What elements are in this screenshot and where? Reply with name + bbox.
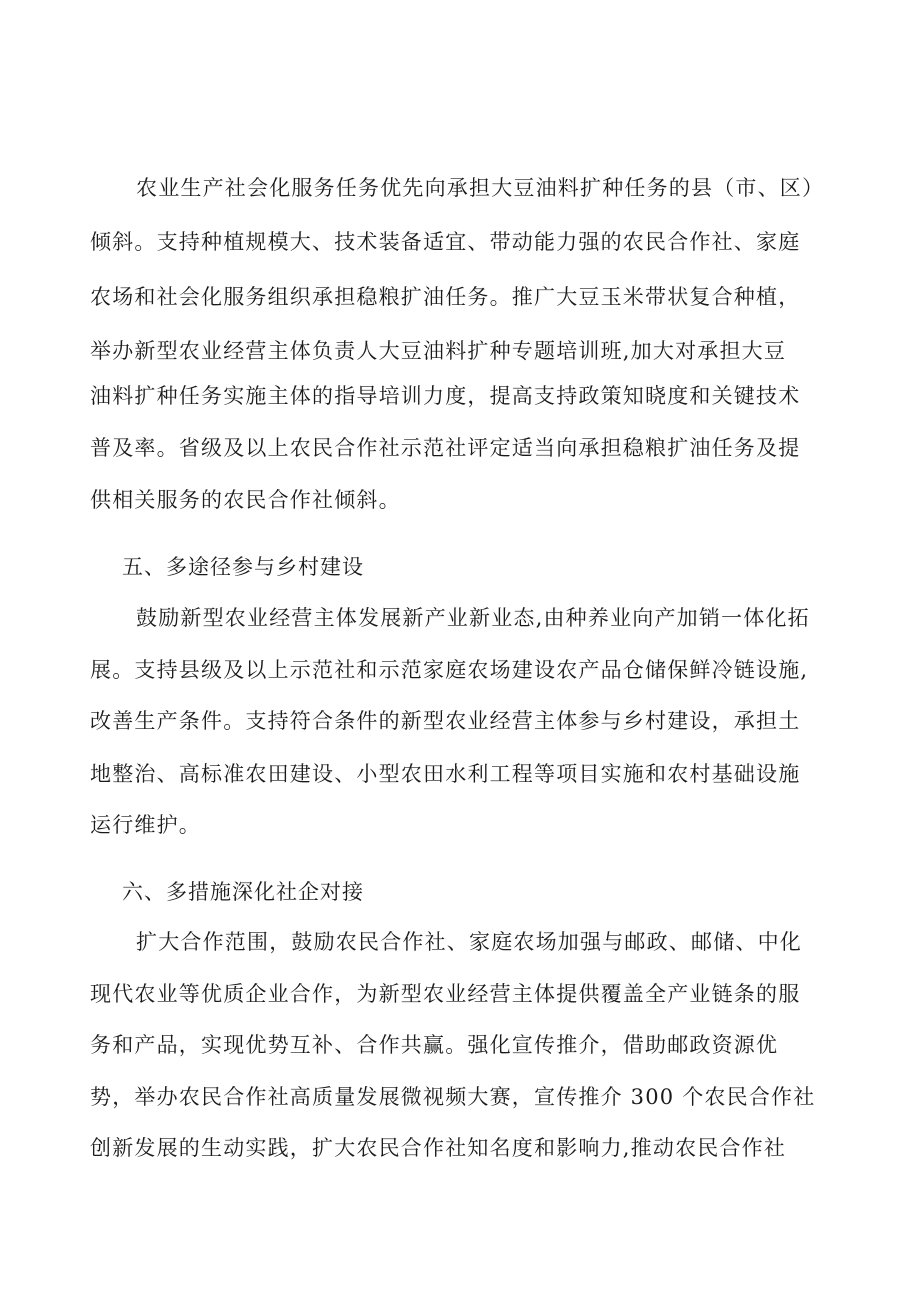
paragraph-line: 改善生产条件。支持符合条件的新型农业经营主体参与乡村建设，承担土 [90,709,801,733]
section-heading-6: 六、多措施深化社企对接 [122,880,364,904]
paragraph-line: 油料扩种任务实施主体的指导培训力度，提高支持政策知晓度和关键技术 [90,384,801,408]
paragraph-line: 展。支持县级及以上示范社和示范家庭农场建设农产品仓储保鲜冷链设施, [90,658,809,682]
section-heading-5: 五、多途径参与乡村建设 [122,555,364,579]
paragraph-line: 农业生产社会化服务任务优先向承担大豆油料扩种任务的县（市、区） [136,176,825,200]
paragraph-line: 供相关服务的农民合作社倾斜。 [90,488,401,512]
paragraph-line: 举办新型农业经营主体负责人大豆油料扩种专题培训班,加大对承担大豆 [90,339,787,363]
paragraph-line: 地整治、高标准农田建设、小型农田水利工程等项目实施和农村基础设施 [90,762,801,786]
paragraph-line: 势，举办农民合作社高质量发展微视频大赛，宣传推介 300 个农民合作社 [90,1085,816,1109]
paragraph-line: 农场和社会化服务组织承担稳粮扩油任务。推广大豆玉米带状复合种植， [90,285,801,309]
paragraph-line: 普及率。省级及以上农民合作社示范社评定适当向承担稳粮扩油任务及提 [90,436,801,460]
paragraph-line: 创新发展的生动实践，扩大农民合作社知名度和影响力,推动农民合作社 [90,1136,787,1160]
paragraph-line: 运行维护。 [90,813,201,837]
paragraph-line: 现代农业等优质企业合作，为新型农业经营主体提供覆盖全产业链条的服 [90,982,801,1006]
paragraph-line: 务和产品，实现优势互补、合作共赢。强化宣传推介，借助邮政资源优 [90,1033,779,1057]
paragraph-line: 鼓励新型农业经营主体发展新产业新业态,由种养业向产加销一体化拓 [136,606,810,630]
paragraph-line: 扩大合作范围，鼓励农民合作社、家庭农场加强与邮政、邮储、中化 [136,930,802,954]
paragraph-line: 倾斜。支持种植规模大、技术装备适宜、带动能力强的农民合作社、家庭 [90,230,801,254]
